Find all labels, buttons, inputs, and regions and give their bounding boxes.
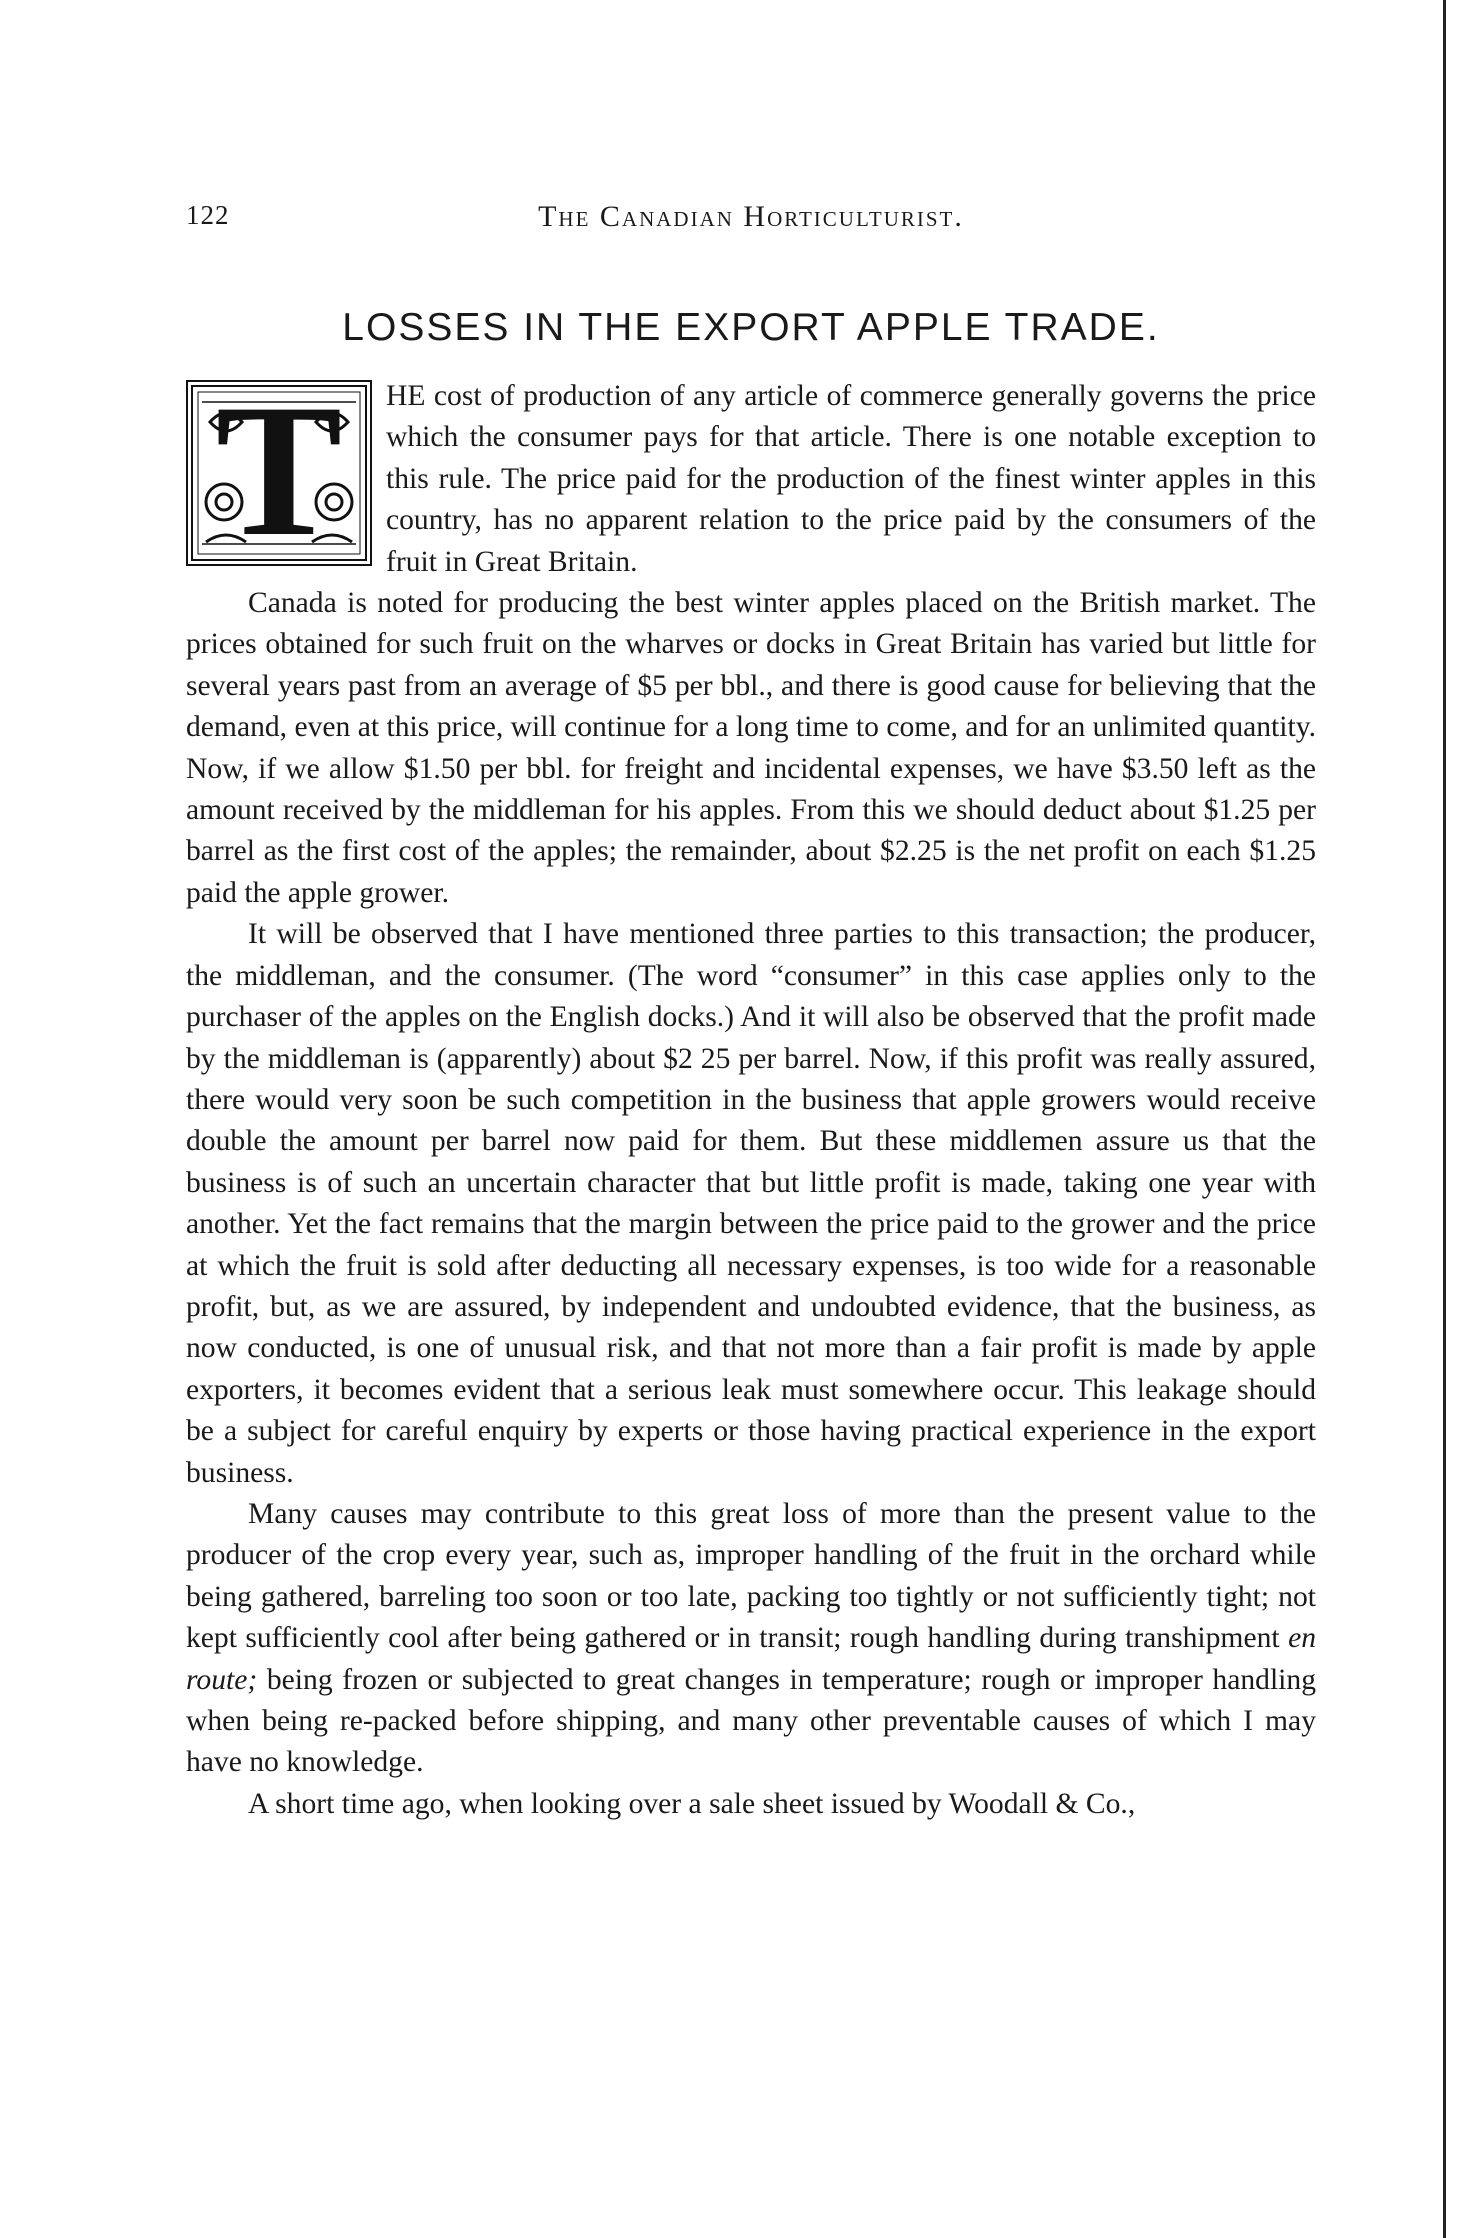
paragraph-4-text-b: being frozen or subjected to great changes in temperature; rough or improper handling when being re-packed before shipping, and many other preventable causes of which I may have no knowledge. bbox=[186, 1663, 1316, 1779]
paragraph-5: A short time ago, when looking over a sale sheet issued by Woodall & Co., bbox=[248, 1787, 1136, 1820]
page-number: 122 bbox=[186, 200, 230, 230]
journal-title: The Canadian Horticulturist. bbox=[538, 200, 964, 233]
drop-cap-letter: T bbox=[215, 366, 343, 576]
article-title: LOSSES IN THE EXPORT APPLE TRADE. bbox=[342, 306, 1160, 349]
running-header bbox=[186, 200, 1316, 250]
ornamental-drop-cap bbox=[186, 366, 372, 576]
paragraph-3: It will be observed that I have mentioned three parties to this transaction; the producer, the middleman, and the consumer. (The word “consumer” in this case applies only to the purchaser of the apples on the English docks.) And it will also be observed that the profit made by the middleman is (apparently) about $2 25 per barrel. Now, if this profit was really assured, there would very soon be such competition in the business that apple growers would receive double the amount per barrel now paid for them. But these middlemen assure us that the business is of such an uncertain character that but little profit is made, taking one year with another. Yet the fact remains that the margin between the price paid to the grower and the price at which the fruit is sold after deducting all necessary expenses, is too wide for a reasonable profit, but, as we are assured, by independent and undoubted evidence, that the business, as now conducted, is one of unusual risk, and that not more than a fair profit is made by apple exporters, it becomes evident that a serious leak must somewhere occur. This leakage should be a subject for careful enquiry by experts or those having practical experience in the export business. bbox=[186, 918, 1316, 1489]
paragraph-4 bbox=[186, 1494, 1316, 1784]
paragraph-4-text-a: Many causes may contribute to this great loss of more than the present value to the producer of the crop every year, such as, improper handling of the fruit in the orchard while being gathered, barreling too soon or too late, packing too tightly or not sufficiently tight; not kept sufficiently cool after being gathered or in transit; rough handling during transhipment bbox=[186, 1497, 1316, 1655]
paragraph-4-italic: en route; bbox=[186, 1622, 1316, 1696]
page-edge-rule bbox=[1443, 0, 1446, 2238]
paragraph-1 bbox=[186, 366, 1316, 583]
document-page bbox=[186, 200, 1316, 1825]
paragraph-2: Canada is noted for producing the best winter apples placed on the British market. The prices obtained for such fruit on the wharves or docks in Great Britain has varied but little for several years past from an average of $5 per bbl., and there is good cause for believing that the demand, even at this price, will continue for a long time to come, and for an unlimited quantity. Now, if we allow $1.50 per bbl. for freight and incidental expenses, we have $3.50 left as the amount received by the middleman for his apples. From this we should deduct about $1.25 per barrel as the first cost of the apples; the remainder, about $2.25 is the net profit on each $1.25 paid the apple grower. bbox=[186, 587, 1316, 909]
paragraph-1-text: HE cost of production of any article of commerce generally governs the price which the consumer pays for that article. There is one notable exception to this rule. The price paid for the production of the finest winter apples in this country, has no apparent relation to the price paid by the consumers of the fruit in Great Britain. bbox=[386, 380, 1316, 578]
article-body bbox=[186, 366, 1316, 1825]
